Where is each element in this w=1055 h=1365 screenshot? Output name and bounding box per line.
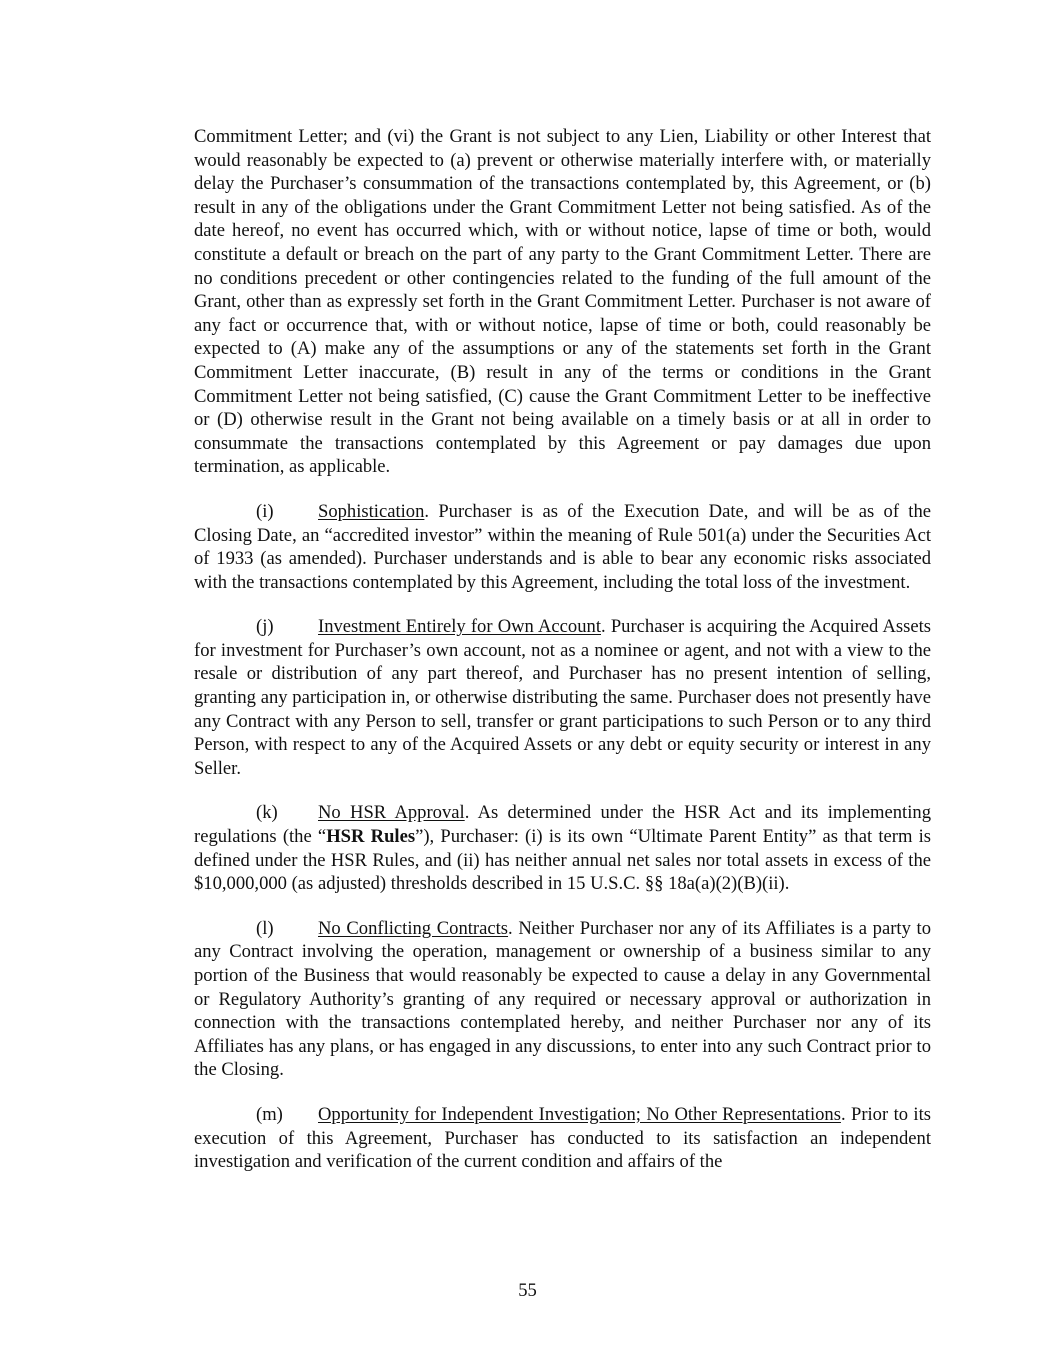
section-i-paragraph: [194, 500, 931, 594]
section-k-defined-term: HSR Rules: [326, 826, 416, 848]
section-k-paragraph: [194, 801, 931, 895]
section-l-heading: No Conflicting Contracts: [318, 917, 509, 939]
section-k-number: (k): [256, 802, 278, 824]
section-l-body: . Neither Purchaser nor any of its Affiliates is a party to any Contract involving the operation, management or ownership of a business similar to any portion of the Business that would reasonably be expected to cause a delay in any Governmental or Regulatory Authority’s granting of any required or necessary approval or authorization in connection with the transactions contemplated hereby, and neither Purchaser nor any of its Affiliates has any plans, or has engaged in any discussions, to enter into any such Contract prior to the Closing.: [194, 917, 931, 1081]
section-j-heading: Investment Entirely for Own Account: [318, 616, 601, 638]
section-k-body-before: . As determined under the HSR Act and its implementing regulations (the “: [194, 802, 931, 848]
section-j-number: (j): [256, 616, 274, 638]
section-l-paragraph: [194, 917, 931, 1082]
section-j-paragraph: [194, 615, 931, 780]
document-body: [194, 125, 931, 1195]
section-m-body: . Prior to its execution of this Agreement, Purchaser has conducted to its satisfaction an independent investigation and verification of the current condition and affairs of the: [194, 1103, 931, 1173]
section-j-body: . Purchaser is acquiring the Acquired Assets for investment for Purchaser’s own account, not as a nominee or agent, and not with a view to the resale or distribution of any part thereof, and Purchaser has no present intention of selling, granting any participation in, or otherwise distributing the same. Purchaser does not presently have any Contract with any Person to sell, transfer or grant participations to such Person or to any third Person, with respect to any of the Acquired Assets or any debt or equity security or interest in any Seller.: [194, 616, 932, 779]
section-m-heading: Opportunity for Independent Investigation; No Other Representations: [318, 1103, 841, 1125]
section-k-body-after: ”), Purchaser: (i) is its own “Ultimate Parent Entity” as that term is defined under the HSR Rules, and (ii) has neither annual net sales nor total assets in excess of the $10,000,000 (as adjusted) thresholds described in 15 U.S.C. §§ 18a(a)(2)(B)(ii).: [194, 826, 932, 895]
section-i-body: . Purchaser is as of the Execution Date, and will be as of the Closing Date, an “accredited investor” within the meaning of Rule 501(a) under the Securities Act of 1933 (as amended). Purchaser understands and is able to bear any economic risks associated with the transactions contemplated by this Agreement, including the total loss of the investment.: [194, 500, 931, 593]
page-number: 55: [518, 1280, 537, 1301]
section-k-heading: No HSR Approval: [318, 802, 465, 824]
section-m-number: (m): [256, 1103, 283, 1125]
section-i-heading: Sophistication: [318, 500, 425, 522]
section-m-paragraph: [194, 1103, 931, 1174]
section-i-number: (i): [256, 500, 274, 522]
section-l-number: (l): [256, 917, 274, 939]
continuation-paragraph: Commitment Letter; and (vi) the Grant is not subject to any Lien, Liability or other Interest that would reasonably be expected to (a) prevent or otherwise materially interfere with, or materially delay the Purchaser’s consummation of the transactions contemplated by, this Agreement, or (b) result in any of the obligations under the Grant Commitment Letter not being satisfied. As of the date hereof, no event has occurred which, with or without notice, lapse of time or both, would constitute a default or breach on the part of any party to the Grant Commitment Letter. There are no conditions precedent or other contingencies related to the funding of the full amount of the Grant, other than as expressly set forth in the Grant Commitment Letter. Purchaser is not aware of any fact or occurrence that, with or without notice, lapse of time or both, could reasonably be expected to (A) make any of the assumptions or any of the statements set forth in the Grant Commitment Letter inaccurate, (B) result in any of the terms or conditions in the Grant Commitment Letter not being satisfied, (C) cause the Grant Commitment Letter to be ineffective or (D) otherwise result in the Grant not being available on a timely basis or at all in order to consummate the transactions contemplated by this Agreement or pay damages due upon termination, as applicable.: [194, 126, 931, 478]
